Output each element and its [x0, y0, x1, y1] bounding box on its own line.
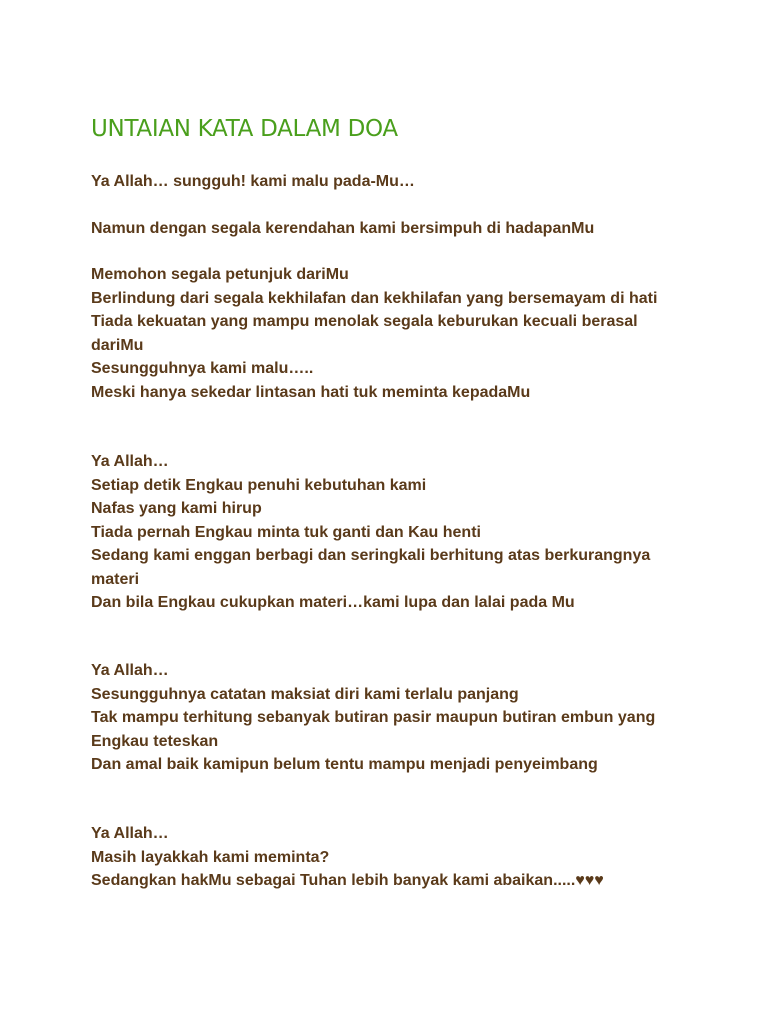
- text-line: Tiada pernah Engkau minta tuk ganti dan Kau henti: [91, 523, 481, 541]
- text-line: Sesungguhnya catatan maksiat diri kami terlalu panjang: [91, 685, 519, 703]
- text-line: Dan bila Engkau cukupkan materi…kami lupa dan lalai pada Mu: [91, 594, 575, 611]
- paragraph-1: [91, 170, 691, 194]
- text-line: Berlindung dari segala kekhilafan dan kekhilafan yang bersemayam di hati: [91, 289, 658, 307]
- paragraph-4: [91, 450, 691, 615]
- paragraph-2: [91, 217, 691, 241]
- text-line: Sedang kami enggan berbagi dan seringkali berhitung atas berkurangnya: [91, 547, 651, 564]
- paragraph-6: [91, 822, 691, 893]
- text-line: Meski hanya sekedar lintasan hati tuk meminta kepadaMu: [91, 383, 531, 401]
- paragraph-3: [91, 263, 691, 404]
- text-line: Dan amal baik kamipun belum tentu mampu menjadi penyeimbang: [91, 756, 598, 773]
- text-line: Namun dengan segala kerendahan kami bersimpuh di hadapanMu: [91, 220, 595, 237]
- paragraph-5: [91, 659, 691, 777]
- text-line: Ya Allah…: [91, 825, 169, 842]
- text-line: Tiada kekuatan yang mampu menolak segala keburukan kecuali berasal: [91, 313, 638, 330]
- text-line: Tak mampu terhitung sebanyak butiran pasir maupun butiran embun yang: [91, 709, 656, 726]
- text-line: Sedangkan hakMu sebagai Tuhan lebih banyak kami abaikan.....♥♥♥: [91, 872, 604, 889]
- text-line: dariMu: [91, 336, 144, 354]
- text-line: Engkau teteskan: [91, 732, 219, 750]
- text-line: Sesungguhnya kami malu…..: [91, 360, 314, 377]
- text-line: materi: [91, 570, 140, 588]
- text-line: Ya Allah… sungguh! kami malu pada-Mu…: [91, 173, 415, 190]
- text-line: Nafas yang kami hirup: [91, 500, 262, 517]
- text-line: Ya Allah…: [91, 453, 169, 470]
- text-line: Memohon segala petunjuk dariMu: [91, 266, 349, 283]
- text-line: Ya Allah…: [91, 662, 169, 679]
- document-title: UNTAIAN KATA DALAM DOA: [91, 116, 398, 142]
- text-line: Masih layakkah kami meminta?: [91, 848, 330, 866]
- text-line: Setiap detik Engkau penuhi kebutuhan kami: [91, 476, 427, 494]
